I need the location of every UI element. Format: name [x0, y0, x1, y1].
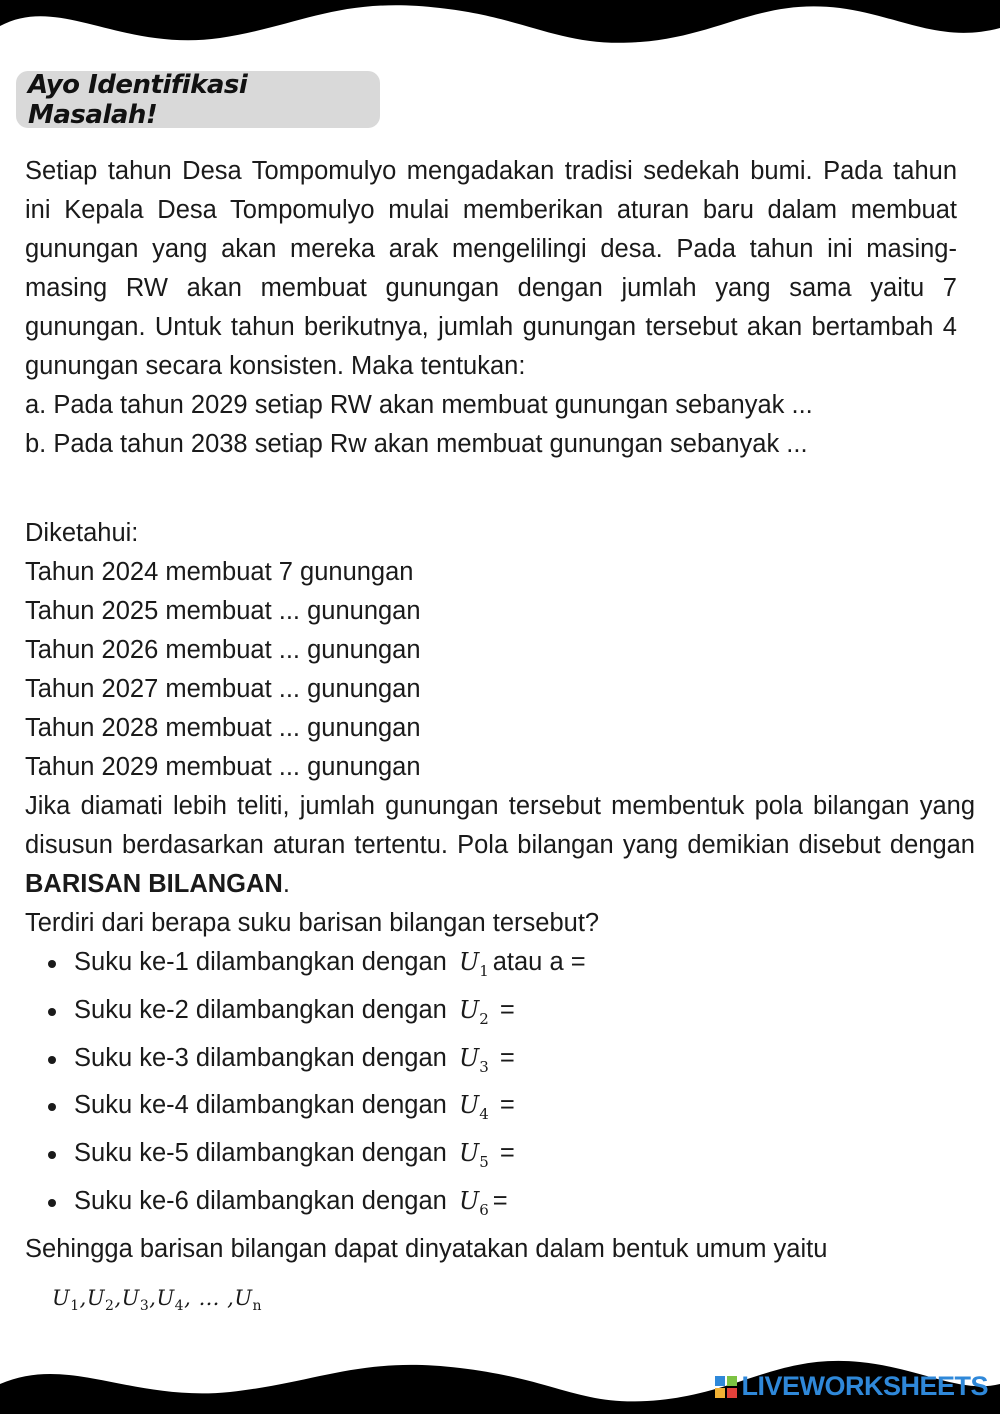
known-line: Tahun 2027 membuat ... gunungan [25, 675, 421, 703]
list-item [25, 1182, 975, 1230]
logo-square-i [727, 1376, 737, 1386]
terms-list [25, 943, 975, 1230]
term-symbol: $U_5$ [458, 1139, 489, 1171]
section-title: Ayo Identifikasi Masalah! [28, 69, 248, 130]
question-a: a. Pada tahun 2029 setiap RW akan membuat gunungan sebanyak ... [25, 391, 813, 419]
problem-statement [25, 152, 957, 464]
term-label: Suku ke-6 dilambangkan dengan [74, 1186, 447, 1215]
term-suffix: = [492, 1186, 508, 1215]
known-line: Tahun 2029 membuat ... gunungan [25, 753, 421, 781]
general-form-formula: $U_1,U_2,U_3,U_4$, … $,U_n$ [52, 1285, 263, 1314]
logo-square-v [715, 1388, 725, 1398]
known-line: Tahun 2025 membuat ... gunungan [25, 597, 421, 625]
solution-section [25, 514, 975, 1326]
terms-question: Terdiri dari berapa suku barisan bilangan tersebut? [25, 909, 600, 937]
term-suffix: = [492, 1139, 515, 1168]
term-label: Suku ke-4 dilambangkan dengan [74, 1091, 447, 1120]
term-symbol: $U_4$ [458, 1091, 489, 1124]
term-symbol: $U_1$ [458, 948, 489, 980]
known-heading: Diketahui: [25, 519, 139, 547]
term-suffix: atau a = [492, 948, 586, 976]
known-line: Tahun 2024 membuat 7 gunungan [25, 558, 414, 586]
term-symbol: $U_3$ [458, 1043, 489, 1076]
section-title-badge [16, 71, 380, 128]
brand-name: LIVEWORKSHEETS [741, 1371, 988, 1401]
question-b: b. Pada tahun 2038 setiap Rw akan membuat gunungan sebanyak ... [25, 430, 808, 458]
term-label: Suku ke-3 dilambangkan dengan [74, 1043, 447, 1072]
conclusion-text: Sehingga barisan bilangan dapat dinyatakan dalam bentuk umum yaitu [25, 1234, 828, 1263]
liveworksheets-logo [715, 1371, 988, 1402]
list-item [25, 1039, 975, 1087]
logo-square-l [715, 1376, 725, 1386]
known-line: Tahun 2026 membuat ... gunungan [25, 636, 421, 664]
term-label: Suku ke-5 dilambangkan dengan [74, 1139, 447, 1168]
observation-bold-term: BARISAN BILANGAN [25, 870, 283, 898]
list-item [25, 943, 975, 991]
known-line: Tahun 2028 membuat ... gunungan [25, 714, 421, 742]
intro-paragraph: Setiap tahun Desa Tompomulyo mengadakan tradisi sedekah bumi. Pada tahun ini Kepala Desa Tompomulyo mulai memberikan aturan baru dalam membuat gunungan yang akan mereka arak mengelilingi desa. Pada tahun ini masing-masing RW akan membuat gunungan dengan jumlah yang sama yaitu 7 gunungan. Untuk tahun berikutnya, jumlah gunungan tersebut akan bertambah 4 gunungan secara konsisten. Maka tentukan: [25, 157, 957, 380]
list-item [25, 991, 975, 1039]
term-symbol: $U_6$ [458, 1186, 489, 1219]
list-item [25, 1086, 975, 1134]
term-suffix: = [492, 1043, 515, 1072]
list-item [25, 1134, 975, 1182]
observation-paragraph [25, 787, 975, 904]
term-label: Suku ke-2 dilambangkan dengan [74, 995, 447, 1024]
logo-square-e [727, 1388, 737, 1398]
observation-text: Jika diamati lebih teliti, jumlah gunungan tersebut membentuk pola bilangan yang disusun berdasarkan aturan tertentu. Pola bilangan yang demikian disebut dengan [25, 792, 975, 859]
liveworksheets-logo-icon [715, 1376, 737, 1398]
term-suffix: = [492, 995, 515, 1024]
term-suffix: = [492, 1091, 515, 1120]
observation-end: . [282, 870, 290, 898]
term-label: Suku ke-1 dilambangkan dengan [74, 948, 447, 976]
term-symbol: $U_2$ [458, 995, 489, 1028]
top-wave-border [0, 0, 1000, 50]
